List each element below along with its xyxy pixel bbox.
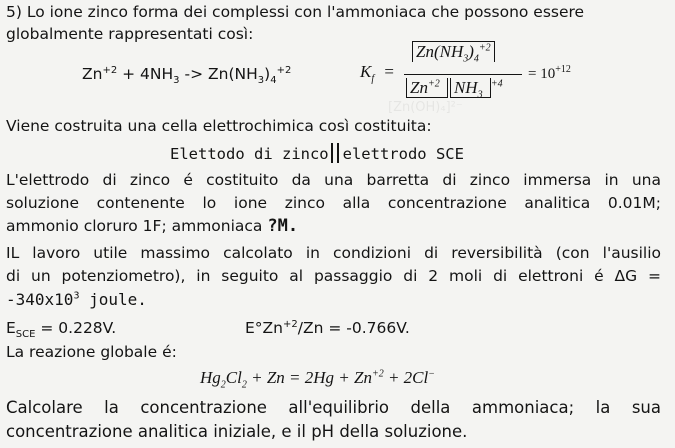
delta-g-value: $-340x10^3$ joule.	[6, 290, 147, 309]
cell-description: Elettodo di zinco elettrodo SCE	[170, 145, 464, 163]
final-question-line1: Calcolare la concentrazione all'equilibrio della ammoniaca; la sua	[6, 398, 661, 417]
kf-numerator: $Zn(NH_3)_4^{+2}$	[412, 42, 495, 62]
paragraph-electrode-line2: soluzione contenente lo ione zinco alla concentrazione analitica 0.01M;	[6, 194, 661, 212]
zinc-standard-potential: $E^\circ Zn^{+2}/Zn = -0.766V$.	[245, 318, 410, 337]
sce-potential: $E_{SCE} = 0.228V$.	[6, 319, 117, 341]
complex-formation-equation: $Zn^{+2} + 4NH_3 -> Zn(NH_3)_4^{+2}$	[82, 64, 292, 87]
question-header-line1: 5) Lo ione zinco forma dei complessi con l'ammoniaca che possono essere	[6, 3, 585, 21]
bleed-through-text: [Zn(OH)₄]²⁻	[388, 100, 463, 115]
cell-intro: Viene costruita una cella elettrochimica così costituita:	[6, 117, 432, 135]
paragraph-electrode-line3: ammonio cloruro 1F; ammoniaca ?M.	[6, 216, 299, 236]
paragraph-electrode-line1: L'elettrodo di zinco é costituito da una barretta di zinco immersa in una	[6, 171, 661, 189]
formation-constant-label: $K_f$ =	[360, 62, 394, 85]
final-question-line2: concentrazione analitica iniziale, e il pH della soluzione.	[6, 422, 468, 441]
global-reaction-equation: $Hg_2Cl_2 + Zn = 2Hg + Zn^{+2} + 2Cl^-$	[200, 368, 435, 391]
paragraph-work-line1: IL lavoro utile massimo calcolato in condizioni di reversibilità (con l'ausilio	[6, 244, 661, 262]
kf-result: = $10^{+12}$	[528, 64, 571, 82]
kf-denominator: $Zn^{+2}$ $NH_3$ $^{+4}$	[406, 78, 503, 98]
paragraph-work-line2: di un potenziometro), in seguito al passaggio di 2 moli di elettroni é ΔG =	[6, 267, 661, 285]
fraction-bar	[404, 74, 522, 75]
junction-bar	[337, 143, 339, 163]
junction-bar	[331, 143, 333, 163]
global-reaction-intro: La reazione globale é:	[6, 343, 177, 361]
question-header-line2: globalmente rappresentati così:	[6, 25, 254, 43]
